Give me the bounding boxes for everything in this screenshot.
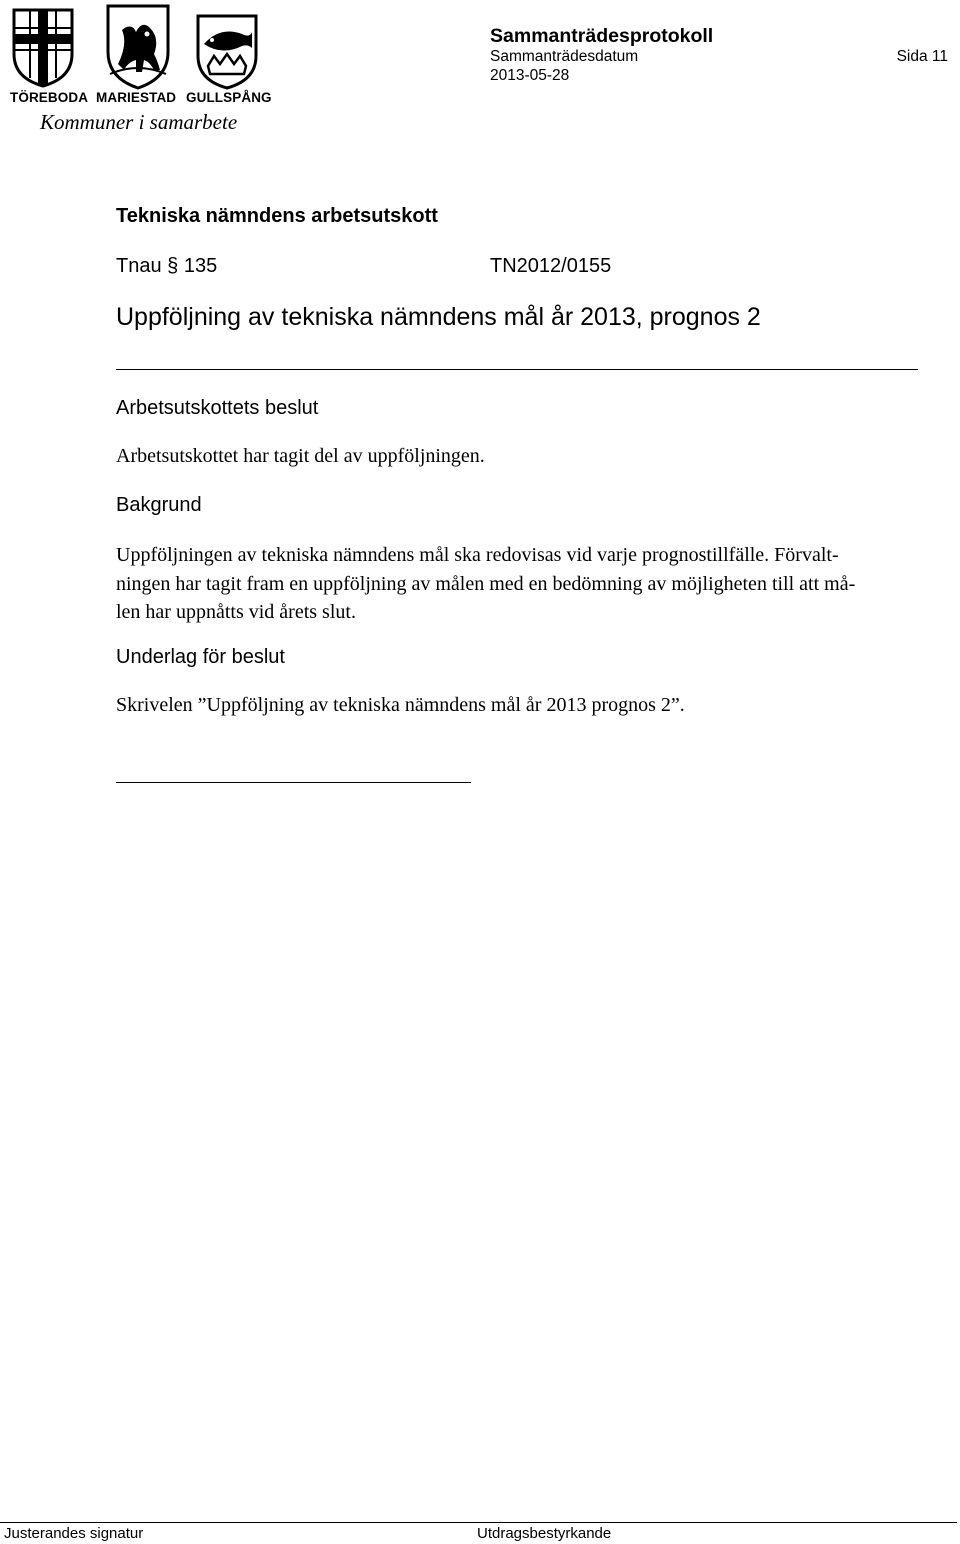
background-line: len har uppnåtts vid årets slut.: [116, 601, 356, 623]
paragraph-reference: [116, 255, 217, 278]
title-divider: [116, 369, 918, 370]
mariestad-shield-icon: [108, 6, 168, 88]
meeting-date: 2013-05-28: [490, 67, 570, 84]
paragraph-prefix: Tnau: [116, 255, 162, 277]
page-number: Sida 11: [896, 48, 948, 65]
gullspang-shield-icon: [198, 16, 256, 88]
extract-certification-label: Utdragsbestyrkande: [477, 1525, 612, 1542]
town-name-mariestad: MARIESTAD: [96, 90, 177, 105]
background-line: ningen har tagit fram en uppföljning av målen med en bedömning av möjligheten till att må-: [116, 572, 856, 595]
subject-title: Uppföljning av tekniska nämndens mål år 2013, prognos 2: [116, 303, 761, 331]
basis-heading: Underlag för beslut: [116, 646, 285, 668]
background-line: Uppföljningen av tekniska nämndens mål ska redovisas vid varje prognostillfälle. Förvalt-: [116, 544, 839, 566]
town-name-gullspang: GULLSPÅNG: [186, 90, 272, 105]
document-type: Sammanträdesprotokoll: [490, 25, 714, 47]
case-number: TN2012/0155: [490, 255, 612, 277]
municipal-logo: [10, 4, 272, 134]
coats-of-arms-icon: [10, 4, 265, 90]
logo-tagline: Kommuner i samarbete: [40, 110, 238, 134]
background-text: [116, 541, 855, 627]
adjuster-signature-label: Justerandes signatur: [4, 1525, 144, 1542]
paragraph-symbol: §: [167, 255, 179, 277]
basis-text: Skrivelen ”Uppföljning av tekniska nämndens mål år 2013 prognos 2”.: [116, 694, 685, 716]
footer-divider: [0, 1522, 957, 1523]
committee-name: Tekniska nämndens arbetsutskott: [116, 205, 438, 227]
town-name-toreboda: TÖREBODA: [10, 90, 89, 105]
paragraph-number: 135: [183, 255, 218, 277]
background-heading: Bakgrund: [116, 494, 202, 516]
toreboda-shield-icon: [14, 10, 72, 86]
decision-heading: Arbetsutskottets beslut: [116, 397, 319, 419]
decision-text: Arbetsutskottet har tagit del av uppföljningen.: [116, 445, 485, 467]
meeting-date-label: Sammanträdesdatum: [490, 48, 639, 65]
end-divider: [116, 782, 471, 783]
